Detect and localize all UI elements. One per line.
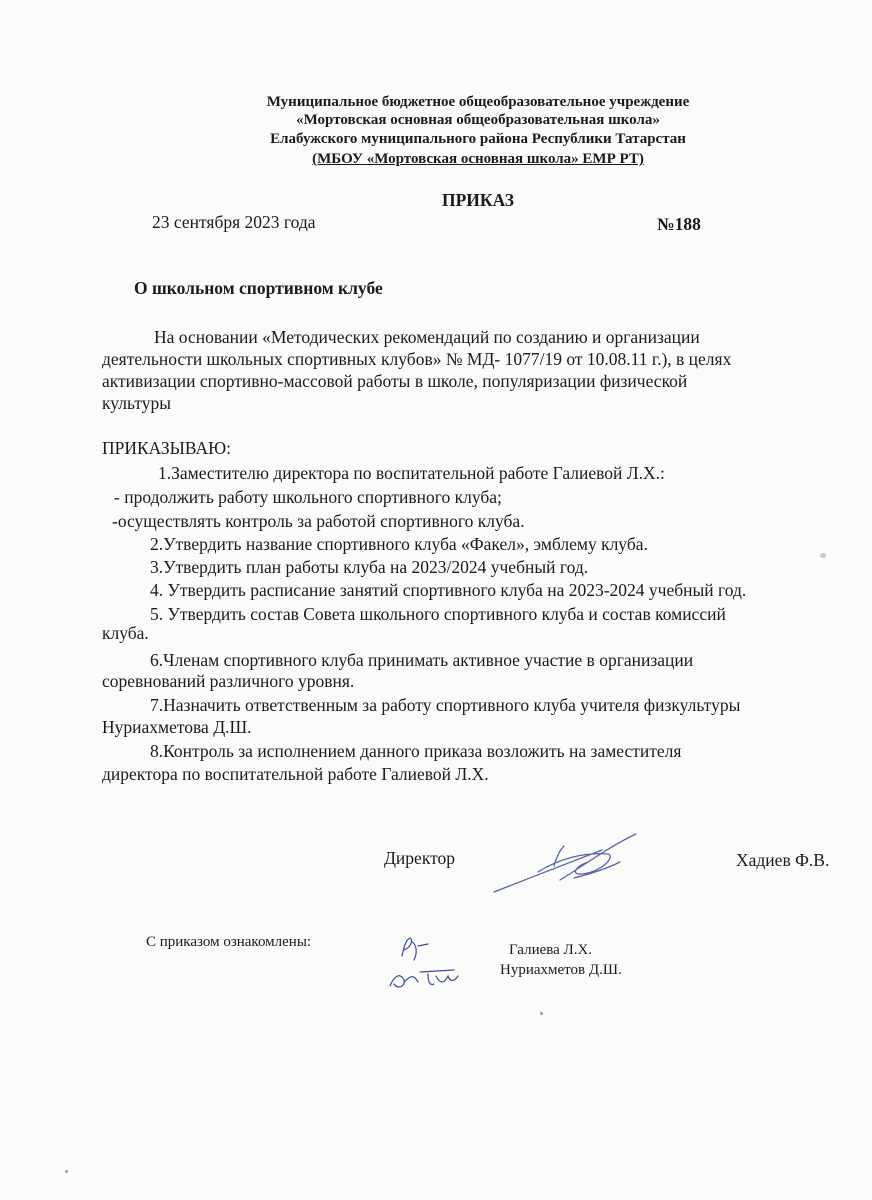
institution-line-1: Муниципальное бюджетное общеобразовательное учреждение xyxy=(266,94,690,110)
galieva-signature-image xyxy=(384,934,474,964)
acknowledgment-name-1: Галиева Л.Х. xyxy=(509,942,593,958)
item-5-cont: клуба. xyxy=(102,623,149,643)
preamble-line-4: культуры xyxy=(102,393,171,413)
nuriakhmetov-signature-image xyxy=(384,962,484,996)
item-4: 4. Утвердить расписание занятий спортивного клуба на 2023-2024 учебный год. xyxy=(150,580,747,600)
acknowledgment-label: С приказом ознакомлены: xyxy=(146,934,312,950)
item-1-sub-1: - продолжить работу школьного спортивного клуба; xyxy=(114,487,502,507)
item-1-sub-2: -осуществлять контроль за работой спортивного клуба. xyxy=(112,511,525,531)
institution-line-3: Елабужского муниципального района Республики Татарстан xyxy=(270,131,686,147)
signature-name: Хадиев Ф.В. xyxy=(736,850,830,870)
scan-speck xyxy=(540,1012,543,1015)
acknowledgment-name-2: Нуриахметов Д.Ш. xyxy=(500,962,622,978)
item-7-cont: Нуриахметова Д.Ш. xyxy=(102,717,252,737)
signature-role: Директор xyxy=(384,848,456,868)
item-7: 7.Назначить ответственным за работу спортивного клуба учителя физкультуры xyxy=(150,695,741,715)
preamble-line-1: На основании «Методических рекомендаций по созданию и организации xyxy=(154,327,700,347)
order-number: №188 xyxy=(657,214,701,234)
item-8: 8.Контроль за исполнением данного приказа возложить на заместителя xyxy=(150,741,682,761)
preamble-line-3: активизации спортивно-массовой работы в школе, популяризации физической xyxy=(102,371,688,391)
item-5: 5. Утвердить состав Совета школьного спортивного клуба и состав комиссий xyxy=(150,604,726,624)
item-1: 1.Заместителю директора по воспитательной работе Галиевой Л.Х.: xyxy=(158,463,665,483)
item-6-cont: соревнований различного уровня. xyxy=(102,671,355,691)
institution-line-4: (МБОУ «Мортовская основная школа» ЕМР РТ) xyxy=(312,151,644,167)
item-8-cont: директора по воспитательной работе Галиевой Л.Х. xyxy=(102,764,489,784)
item-6: 6.Членам спортивного клуба принимать активное участие в организации xyxy=(150,650,694,670)
scan-speck xyxy=(65,1170,68,1173)
preamble-line-2: деятельности школьных спортивных клубов» № МД- 1077/19 от 10.08.11 г.), в целях xyxy=(102,349,732,369)
order-date: 23 сентября 2023 года xyxy=(152,212,316,232)
item-3: 3.Утвердить план работы клуба на 2023/2024 учебный год. xyxy=(150,557,589,577)
item-2: 2.Утвердить название спортивного клуба «Факел», эмблему клуба. xyxy=(150,534,648,554)
order-subject: О школьном спортивном клубе xyxy=(134,278,383,298)
scan-speck xyxy=(820,553,826,558)
institution-line-2: «Мортовская основная общеобразовательная школа» xyxy=(296,112,660,128)
order-title: ПРИКАЗ xyxy=(441,190,515,210)
director-signature-image xyxy=(490,828,650,898)
directive: ПРИКАЗЫВАЮ: xyxy=(102,438,231,458)
